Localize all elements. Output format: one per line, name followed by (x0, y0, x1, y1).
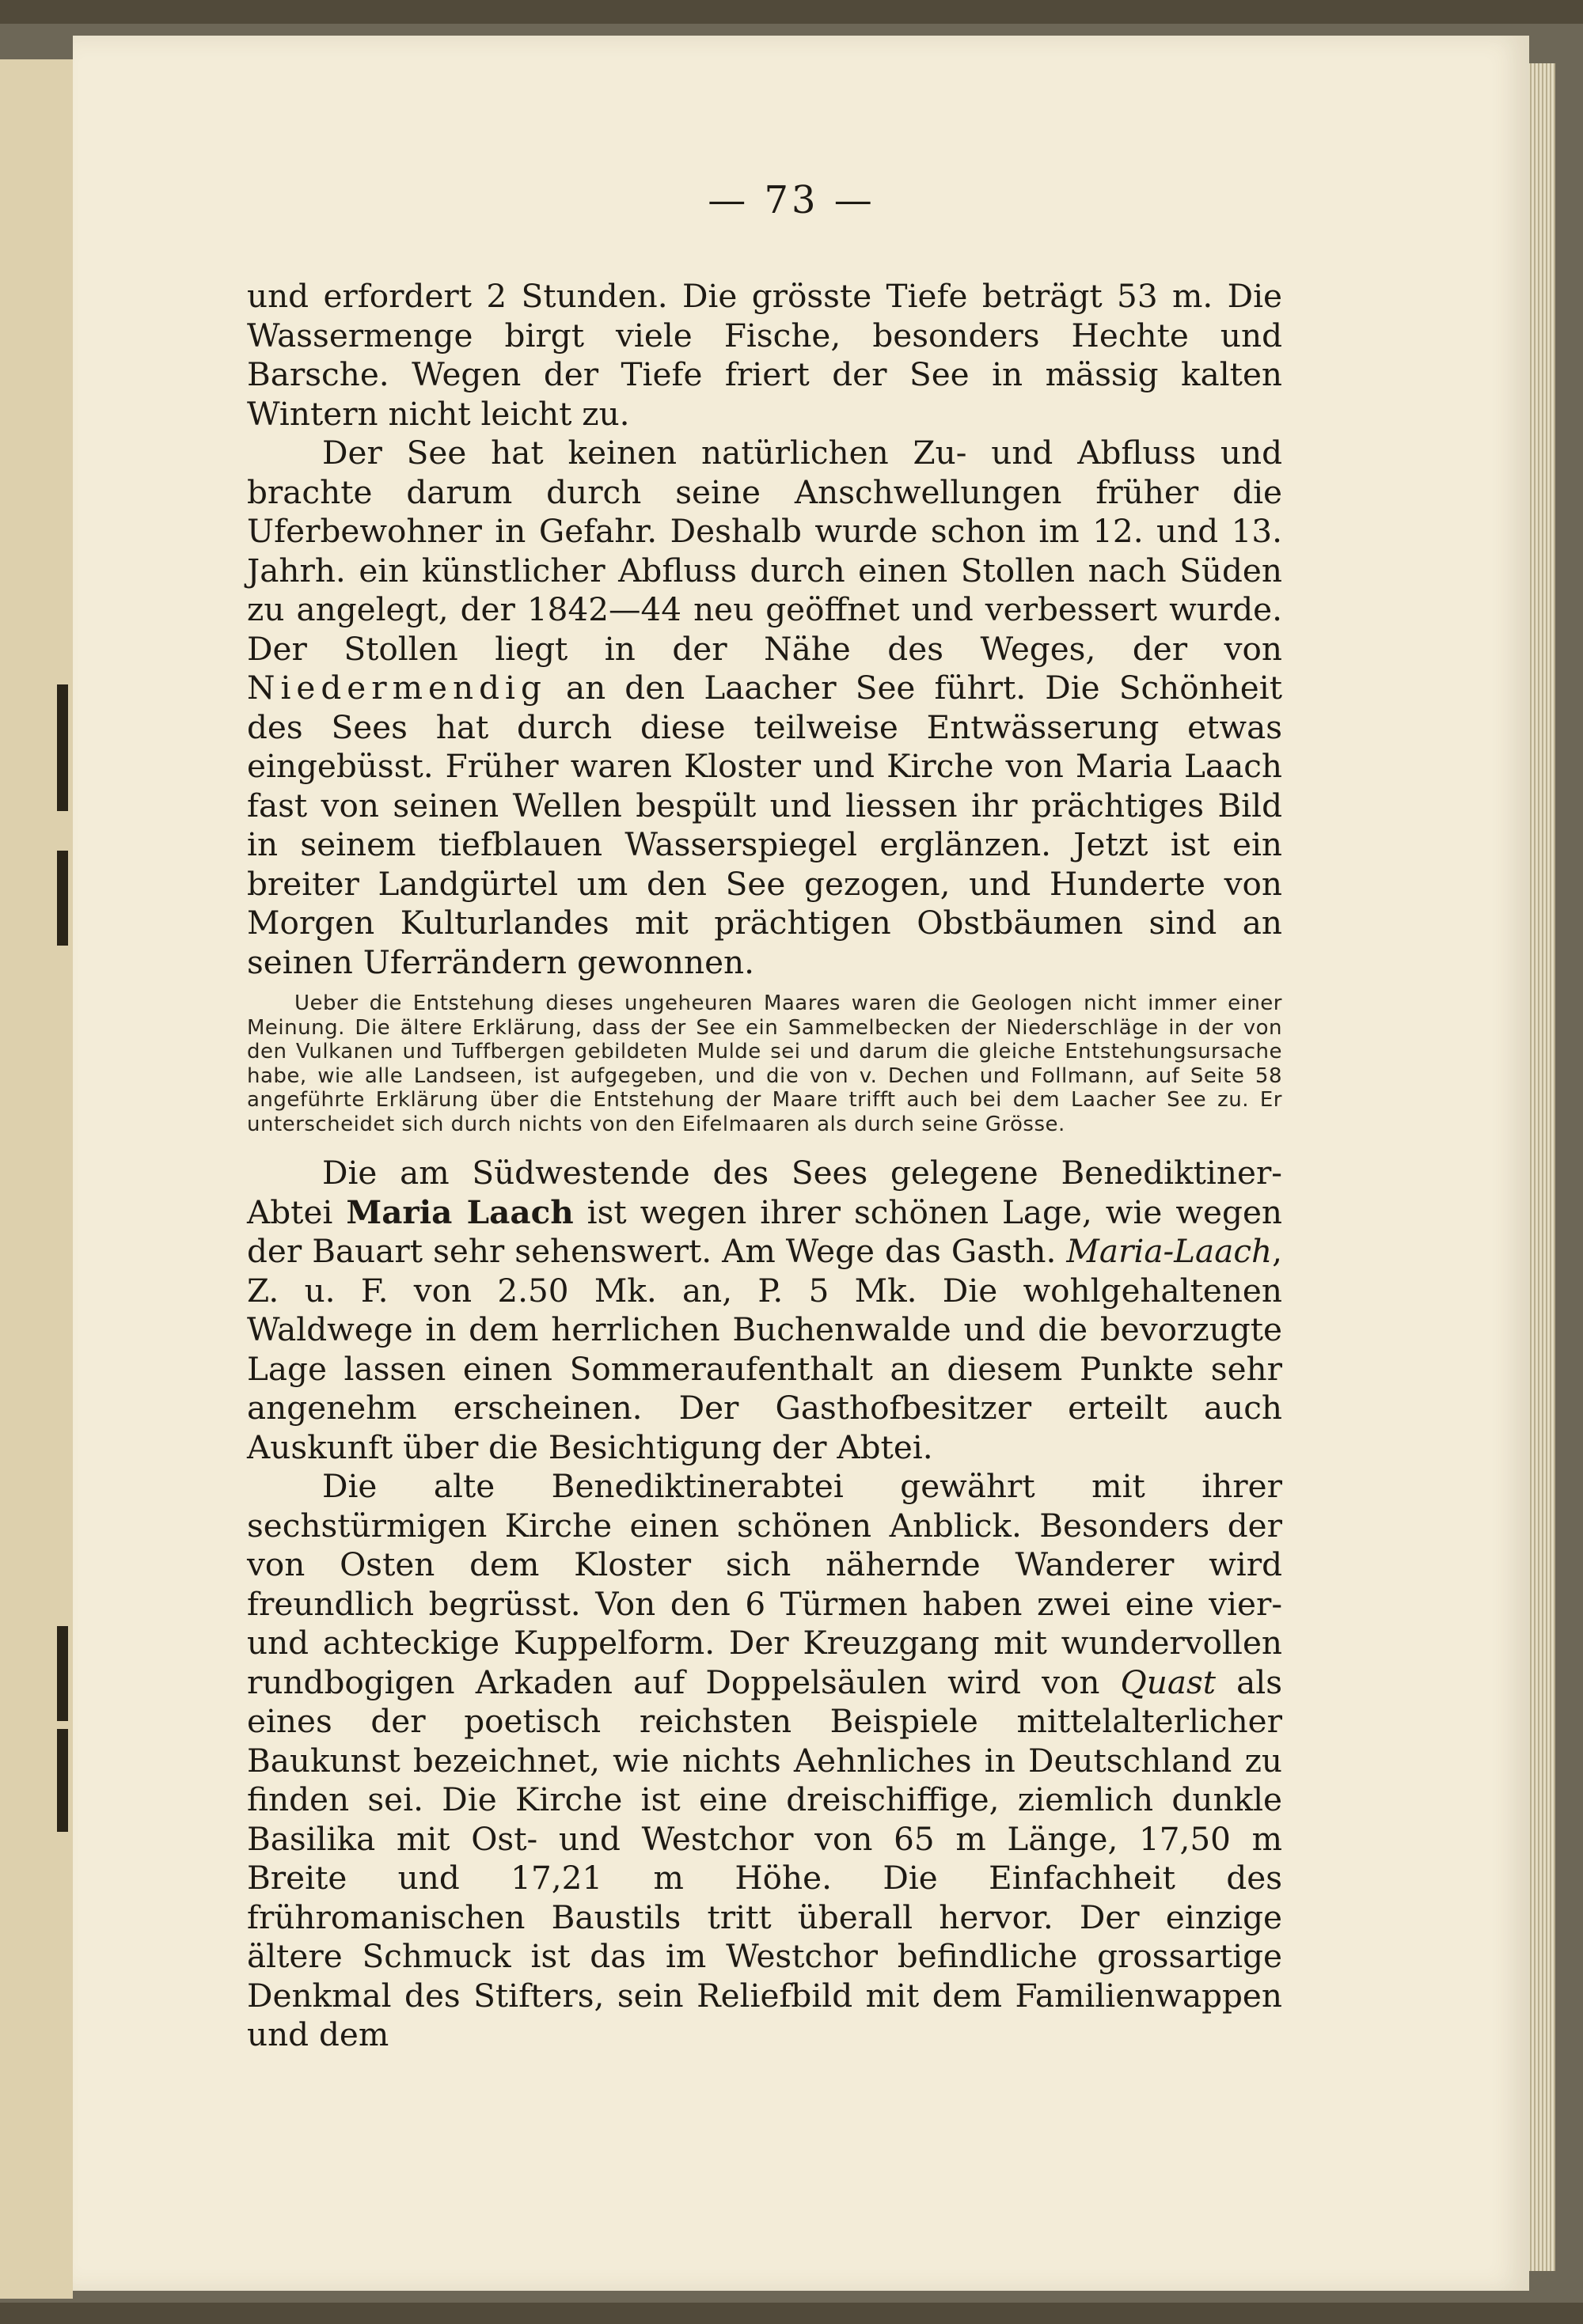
bold-place-name: Maria Laach (346, 1192, 574, 1231)
paragraph (247, 434, 1282, 982)
text-run: Die alte Benediktinerabtei gewährt mit ihrer sechstürmigen Kirche einen schönen Anblick. Besonders der von Osten dem Kloster sich nähernde Wanderer wird freundlich begrüsst. Von den 6 Türmen haben zwei eine vier- und achteckige Kuppelform. Der Kreuzgang mit wundervollen rundbogigen Arkaden auf Doppelsäulen wird von (247, 1467, 1282, 1701)
paragraph: und erfordert 2 Stunden. Die grösste Tiefe beträgt 53 m. Die Wassermenge birgt viele Fische, besonders Hechte und Barsche. Wegen der Tiefe friert der See in mässig kalten Wintern nicht leicht zu. (247, 277, 1282, 433)
binding-mark (57, 1626, 68, 1721)
page-number: — 73 — (708, 178, 875, 222)
italic-hotel-name: Maria-Laach (1066, 1232, 1273, 1270)
text-run: Die am Südwestende des Sees gelegene Benediktiner-Abtei (247, 1154, 1282, 1231)
binding-mark (57, 684, 68, 811)
text-run: an den Laacher See führt. Die Schönheit des Sees hat durch diese teilweise Entwässerung etwas eingebüsst. Früher waren Kloster und Kirche von Maria Laach fast von seinen Wellen bespült und liessen ihr prächtiges Bild in seinem tiefblauen Wasserspiegel erglänzen. Jetzt ist ein breiter Landgürtel um den See gezogen, und Hunderte von Morgen Kulturlandes mit prächtigen Obstbäumen sind an seinen Uferrändern gewonnen. (247, 669, 1282, 981)
binding-mark (57, 1729, 68, 1832)
footnote-paragraph: Ueber die Entstehung dieses ungeheuren Maares waren die Geologen nicht immer einer Meinung. Die ältere Erklärung, dass der See ein Sammelbecken der Niederschläge in der von den Vulkanen und Tuffbergen gebildeten Mulde sei und darum die gleiche Entstehungsursache habe, wie alle Landseen, ist aufgegeben, und die von v. Dechen und Follmann, auf Seite 58 angeführte Erklärung über die Entstehung der Maare trifft auch bei dem Laacher See zu. Er unterscheidet sich durch nichts von den Eifelmaaren als durch seine Grösse. (247, 991, 1282, 1136)
page-body (247, 277, 1282, 2055)
text-run: Der See hat keinen natürlichen Zu- und Abfluss und brachte darum durch seine Anschwellungen früher die Uferbewohner in Gefahr. Deshalb wurde schon im 12. und 13. Jahrh. ein künstlicher Abfluss durch einen Stollen nach Süden zu angelegt, der 1842—44 neu geöffnet und verbessert wurde. Der Stollen liegt in der Nähe des Weges, der von (247, 434, 1282, 668)
paragraph (247, 1154, 1282, 1467)
left-page-edge (0, 59, 73, 2299)
italic-author-name: Quast (1120, 1662, 1217, 1701)
spaced-place-name: Niedermendig (247, 669, 547, 707)
text-run: , Z. u. F. von 2.50 Mk. an, P. 5 Mk. Die wohlgehaltenen Waldwege in dem herrlichen Buchenwalde und die bevorzugte Lage lassen einen Sommeraufenthalt an diesem Punkte sehr angenehm erscheinen. Der Gasthofbesitzer erteilt auch Auskunft über die Besichtigung der Abtei. (247, 1232, 1282, 1466)
paragraph (247, 1467, 1282, 2055)
text-run: als eines der poetisch reichsten Beispiele mittelalterlicher Baukunst bezeichnet, wie nichts Aehnliches in Deutschland zu finden sei. Die Kirche ist eine dreischiffige, ziemlich dunkle Basilika mit Ost- und Westchor von 65 m Länge, 17,50 m Breite und 17,21 m Höhe. Die Einfachheit des frühromanischen Baustils tritt überall hervor. Der einzige ältere Schmuck ist das im Westchor befindliche grossartige Denkmal des Stifters, sein Reliefbild mit dem Familienwappen und dem (247, 1662, 1282, 2053)
text-run: ist wegen ihrer schönen Lage, wie wegen der Bauart sehr sehenswert. Am Wege das Gasth. (247, 1192, 1282, 1270)
binding-mark (57, 851, 68, 946)
